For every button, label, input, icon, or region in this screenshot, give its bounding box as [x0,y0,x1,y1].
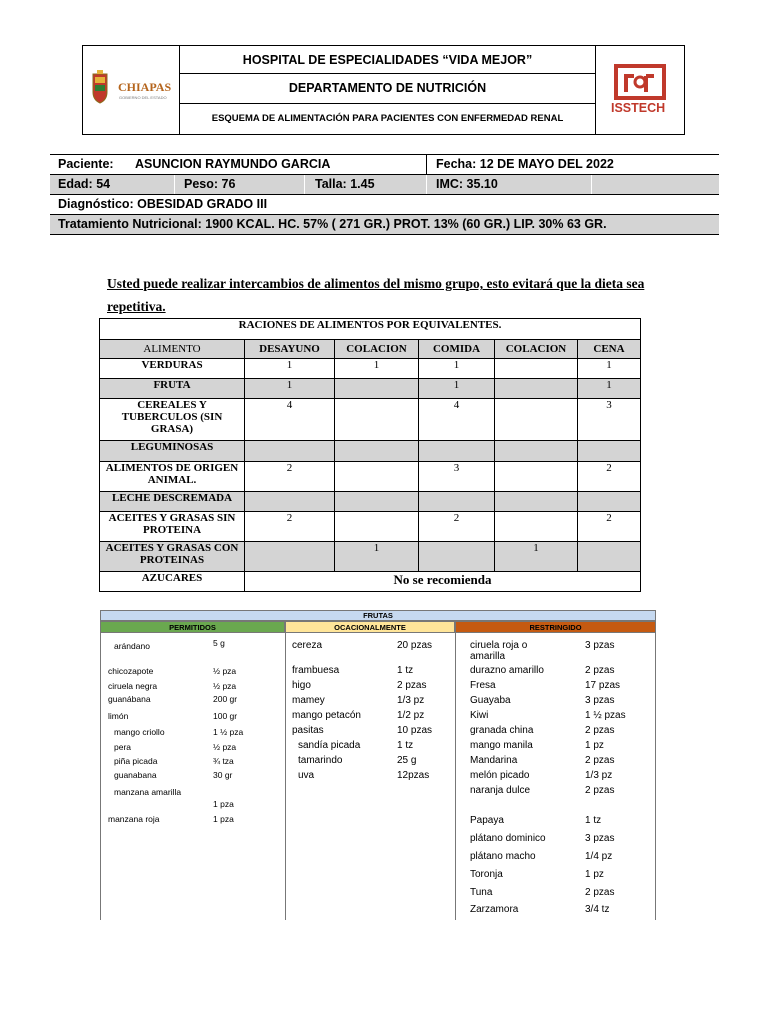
fruit-name: durazno amarillo [470,665,544,676]
patient-info-table [50,154,719,235]
fruit-name: guanábana [108,694,151,704]
fruit-name: limón [108,711,129,721]
fruit-name: naranja dulce [470,785,531,796]
portion-value: 1 [419,379,495,399]
fruit-quantity: 12pzas [397,770,430,781]
fruit-quantity: 20 pzas [397,640,433,651]
portion-value [335,441,419,462]
fruit-name: higo [292,680,311,691]
chiapas-logo-subtext: GOBIERNO DEL ESTADO [119,95,167,100]
portion-value [419,492,495,512]
portion-value [495,512,578,542]
portion-value [578,492,641,512]
isstech-emblem-icon [596,46,684,134]
restricted-header: RESTRINGIDO [455,621,656,633]
occasional-header: OCACIONALMENTE [285,621,455,633]
measurements-row [50,175,719,195]
fruit-name: frambuesa [292,665,340,676]
fruit-quantity: 1/2 pz [397,710,425,721]
food-group-name: ALIMENTOS DE ORIGEN ANIMAL. [100,462,245,492]
fruit-quantity: 1 tz [397,740,414,751]
allowed-header: PERMITIDOS [100,621,285,633]
portion-value: 1 [495,542,578,572]
fruit-name: Fresa [470,680,496,691]
fruit-name: ciruela roja o amarilla [470,640,528,662]
fruit-quantity: ½ pza [213,681,237,691]
fruit-name: cereza [292,640,323,651]
fruit-name: tamarindo [298,755,343,766]
portion-value [245,492,335,512]
portion-value [419,542,495,572]
fruit-quantity: 25 g [397,755,417,766]
fruit-name: mango petacón [292,710,361,721]
exchange-note: Usted puede realizar intercambios de alimentos del mismo grupo, esto evitará que la dieta sea repetitiva. [107,276,645,314]
fruit-quantity: 1/3 pz [397,695,425,706]
fruit-name: ciruela negra [108,681,158,691]
portion-value: 3 [578,399,641,441]
portion-value [495,399,578,441]
isstech-logo-text: ISSTECH [611,101,666,115]
sugars-label: AZUCARES [100,572,245,592]
portions-row [100,441,641,462]
fruit-name: manzana roja [108,814,160,824]
fruit-name: granada china [470,725,534,736]
fruit-name: plátano macho [470,851,536,862]
portion-value [335,512,419,542]
portion-value: 2 [245,462,335,492]
fruit-quantity: 3 pzas [585,640,615,651]
food-group-name: LECHE DESCREMADA [100,492,245,512]
column-header: COLACION [495,340,578,359]
food-group-name: CEREALES Y TUBERCULOS (SIN GRASA) [100,399,245,441]
fruit-name: piña picada [114,756,158,766]
food-group-name: VERDURAS [100,359,245,379]
fruit-name: Papaya [470,815,504,826]
fruit-name: chicozapote [108,666,154,676]
portion-value: 1 [245,379,335,399]
portions-row [100,462,641,492]
age-value: Edad: 54 [58,177,111,191]
treatment-row [50,215,719,235]
fruit-quantity: 1 pz [585,869,604,880]
portions-row [100,512,641,542]
fruit-name: Zarzamora [470,904,519,915]
bmi-value: IMC: 35.10 [436,177,498,191]
fruits-table [100,610,656,920]
portion-value [578,542,641,572]
chiapas-logo [83,46,180,134]
fruit-name: guanabana [114,770,157,780]
diagnosis-value: Diagnóstico: OBESIDAD GRADO III [58,197,268,211]
fruit-quantity: 1 pz [585,740,604,751]
portion-value: 1 [335,359,419,379]
portion-value: 4 [419,399,495,441]
fruit-quantity: 10 pzas [397,725,433,736]
fruit-quantity: 2 pzas [585,755,615,766]
food-group-name: LEGUMINOSAS [100,441,245,462]
portion-value [335,379,419,399]
portion-value: 4 [245,399,335,441]
portion-value [495,492,578,512]
fruit-name: Mandarina [470,755,518,766]
portion-value: 1 [578,379,641,399]
portion-value [335,462,419,492]
portion-value [245,542,335,572]
fruit-quantity: 5 g [213,638,225,648]
portion-value: 3 [419,462,495,492]
portion-value [419,441,495,462]
fruit-quantity: 1 tz [397,665,414,676]
portion-value: 2 [578,512,641,542]
fruit-name: Guayaba [470,695,511,706]
fruit-quantity: 2 pzas [397,680,427,691]
isstech-logo [595,46,684,134]
fruit-name: pera [114,742,132,752]
portion-value [335,492,419,512]
fruit-name: manzana amarilla [114,787,182,797]
portion-value: 1 [578,359,641,379]
portions-row [100,379,641,399]
fruit-name: melón picado [470,770,530,781]
column-header: DESAYUNO [245,340,335,359]
portions-row [100,542,641,572]
portion-value: 2 [245,512,335,542]
patient-name: ASUNCION RAYMUNDO GARCIA [135,157,331,171]
column-header: COMIDA [419,340,495,359]
fruit-quantity: 1/3 pz [585,770,613,781]
portions-row [100,399,641,441]
fruit-name: mango manila [470,740,533,751]
portions-row [100,492,641,512]
patient-label: Paciente: [58,157,114,171]
height-value: Talla: 1.45 [315,177,375,191]
fruit-quantity: ¾ tza [213,756,234,766]
fruit-name: Tuna [470,887,493,898]
portions-table [99,318,641,592]
fruit-quantity: 3 pzas [585,833,615,844]
fruit-quantity: 2 pzas [585,785,615,796]
fruit-quantity: 1 tz [585,815,602,826]
portion-value: 1 [335,542,419,572]
scheme-title: ESQUEMA DE ALIMENTACIÓN PARA PACIENTES CON ENFERMEDAD RENAL [211,113,564,124]
portion-value: 1 [419,359,495,379]
portion-value [245,441,335,462]
portion-value: 2 [419,512,495,542]
patient-row [50,155,719,175]
fruit-quantity: ½ pza [213,666,237,676]
fruit-quantity: 1/4 pz [585,851,613,862]
fruit-quantity: 3/4 tz [585,904,610,915]
fruit-name: Kiwi [470,710,489,721]
hospital-name: HOSPITAL DE ESPECIALIDADES “VIDA MEJOR” [179,46,596,74]
chiapas-logo-text: CHIAPAS [118,80,172,94]
department-name: DEPARTAMENTO DE NUTRICIÓN [179,73,596,104]
fruit-quantity: 17 pzas [585,680,621,691]
portion-value: 2 [578,462,641,492]
portion-value [495,359,578,379]
fruit-quantity: 2 pzas [585,665,615,676]
portion-value [495,462,578,492]
fruit-quantity: 100 gr [213,711,238,721]
portion-value [578,441,641,462]
fruit-quantity: 2 pzas [585,725,615,736]
fruit-name: uva [298,770,315,781]
fruits-title: FRUTAS [100,610,656,621]
portions-title: RACIONES DE ALIMENTOS POR EQUIVALENTES. [100,319,641,340]
treatment-value: Tratamiento Nutricional: 1900 KCAL. HC. 57% ( 271 GR.) PROT. 13% (60 GR.) LIP. 30% 63 GR. [58,217,607,231]
portion-value: 1 [245,359,335,379]
fruit-name: sandía picada [298,740,361,751]
food-group-name: FRUTA [100,379,245,399]
fruit-name: arándano [114,641,150,651]
fruit-name: pasitas [292,725,324,736]
diagnosis-row [50,195,719,215]
food-group-name: ACEITES Y GRASAS CON PROTEINAS [100,542,245,572]
fruit-quantity: 1 ½ pza [213,727,244,737]
fruit-quantity: 30 gr [213,770,233,780]
sugars-value: No se recomienda [245,572,641,592]
column-header: COLACION [335,340,419,359]
fruit-quantity: 1 pza [213,814,234,824]
weight-value: Peso: 76 [184,177,236,191]
portion-value [495,441,578,462]
fruit-name: mamey [292,695,325,706]
fruit-quantity: 1 pza [213,799,234,809]
food-group-name: ACEITES Y GRASAS SIN PROTEINA [100,512,245,542]
fruit-quantity: ½ pza [213,742,237,752]
portions-row [100,359,641,379]
date-value: Fecha: 12 DE MAYO DEL 2022 [436,157,614,171]
portion-value [335,399,419,441]
fruit-name: Toronja [470,869,503,880]
column-header: ALIMENTO [100,340,245,359]
portion-value [495,379,578,399]
fruit-name: mango criollo [114,727,165,737]
fruit-name: plátano dominico [470,833,546,844]
fruit-quantity: 2 pzas [585,887,615,898]
fruit-quantity: 3 pzas [585,695,615,706]
column-header: CENA [578,340,641,359]
document-header [82,45,685,135]
fruit-quantity: 200 gr [213,694,238,704]
fruit-quantity: 1 ½ pzas [585,710,626,721]
